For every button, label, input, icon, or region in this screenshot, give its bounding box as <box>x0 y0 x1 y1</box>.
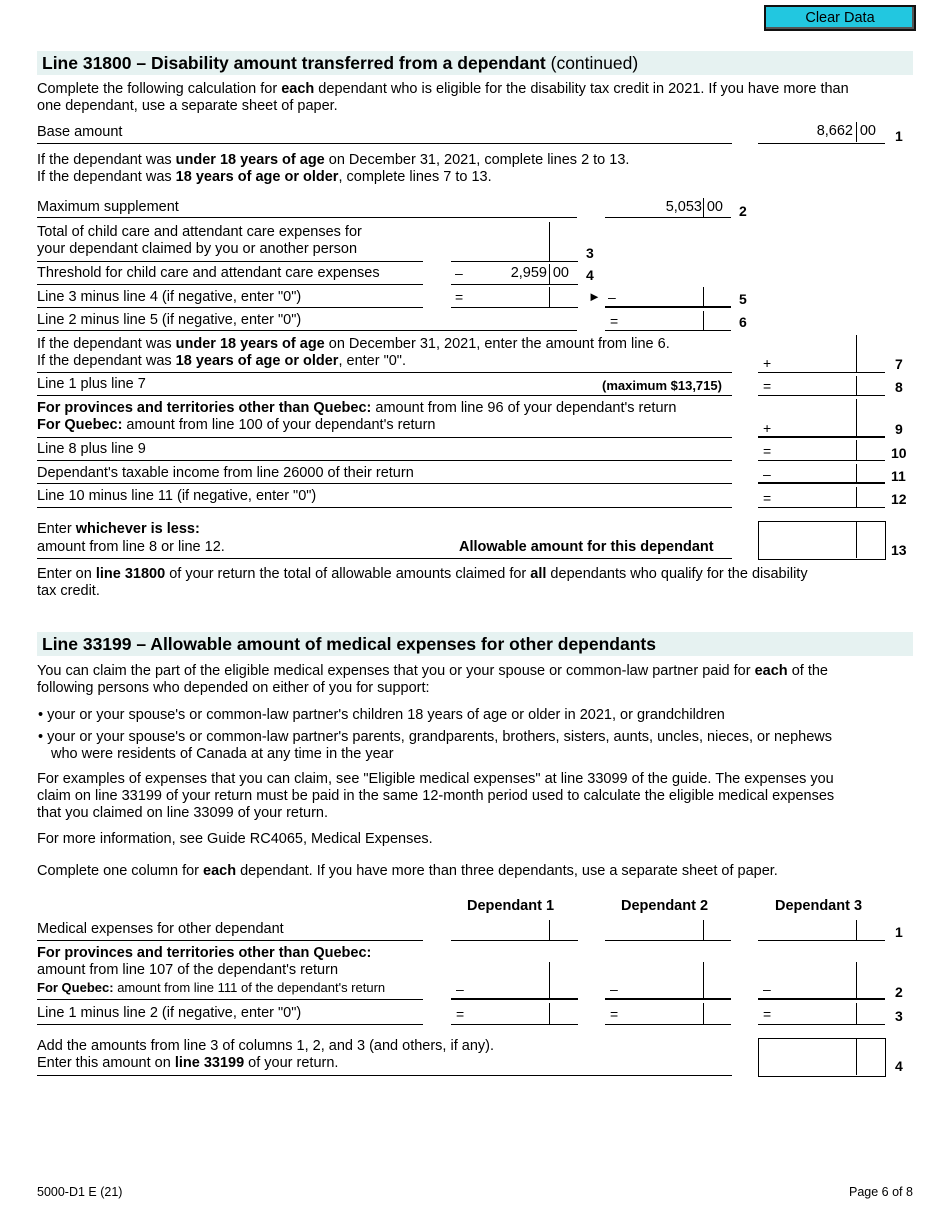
intro-text: Complete the following calculation for each dependant who is eligible for the disability tax credit in 2021. If you have more than one dependant, use a separate sheet of paper. <box>37 81 849 114</box>
medical-row-2-label-c: For Quebec: amount from line 111 of the dependant's return <box>37 980 386 995</box>
line-11-label: Dependant's taxable income from line 26000 of their return <box>37 465 414 481</box>
bullet-2: • your or your spouse's or common-law partner's parents, grandparents, brothers, sisters, aunts, uncles, nieces, or nephews who were residents of Canada at any time in the year <box>38 729 832 762</box>
dependant-1-medical-expenses-input[interactable] <box>452 921 548 939</box>
line-4-label: Threshold for child care and attendant care expenses <box>37 265 380 281</box>
dependant-2-allowable-input[interactable] <box>626 1004 701 1023</box>
column-header-dependant-3: Dependant 3 <box>775 898 863 914</box>
line-4-dollars: 2,959 <box>510 265 547 281</box>
section-title: Line 31800 – Disability amount transferred from a dependant <box>42 53 546 73</box>
dependant-3-income-input[interactable] <box>780 964 855 997</box>
dependant-1-allowable-input[interactable] <box>472 1004 547 1023</box>
line-3-label-a: Total of child care and attendant care expenses for <box>37 224 362 240</box>
line-13-allowable-amount-input[interactable] <box>758 521 886 560</box>
dependant-2-income-input[interactable] <box>626 964 701 997</box>
medical-row-4-label-b: Enter this amount on line 33199 of your return. <box>37 1055 339 1071</box>
clear-data-button[interactable]: Clear Data <box>764 5 916 31</box>
line-5-left-amount[interactable] <box>472 288 547 306</box>
bullet-1: • your or your spouse's or common-law partner's children 18 years of age or older in 2021, or grandchildren <box>38 707 725 723</box>
line-9-instructions: For provinces and territories other than Quebec: amount from line 96 of your dependant's return For Quebec: amount from line 100 of your dependant's return <box>37 400 677 433</box>
line-13-label-a: Enter whichever is less: <box>37 521 200 537</box>
line-10-label: Line 8 plus line 9 <box>37 441 146 457</box>
line-6-label: Line 2 minus line 5 (if negative, enter "0") <box>37 312 302 328</box>
maximum-supplement-label: Maximum supplement <box>37 199 179 215</box>
medical-row-1-label: Medical expenses for other dependant <box>37 921 284 937</box>
base-amount-label: Base amount <box>37 124 123 140</box>
more-info-text: For more information, see Guide RC4065, Medical Expenses. <box>37 831 433 847</box>
form-id: 5000-D1 E (21) <box>37 1185 123 1199</box>
line-12-label: Line 10 minus line 11 (if negative, enter "0") <box>37 488 317 504</box>
column-header-dependant-1: Dependant 1 <box>467 898 555 914</box>
line-11-amount[interactable] <box>780 465 854 481</box>
page-number: Page 6 of 8 <box>849 1185 913 1199</box>
dependant-3-medical-expenses-input[interactable] <box>759 921 855 939</box>
eligible-expenses-paragraph: For examples of expenses that you can claim, see "Eligible medical expenses" at line 33099 of the guide. The expenses you claim on line 33199 of your return must be paid in the same 12-month period used to calculate the eligible medical expenses that you claimed on line 33099 of your return. <box>37 771 835 821</box>
line-7-instructions: If the dependant was under 18 years of age on December 31, 2021, enter the amount from line 6. If the dependant was 18 years of age or older, enter "0". <box>37 336 670 369</box>
dependant-1-income-input[interactable] <box>472 964 547 997</box>
line-9-amount[interactable] <box>780 402 854 435</box>
base-amount-dollars: 8,662 <box>816 123 853 139</box>
line-31800-footnote: Enter on line 31800 of your return the total of allowable amounts claimed for all dependants who qualify for the disability tax credit. <box>37 566 808 599</box>
medical-intro: You can claim the part of the eligible medical expenses that you or your spouse or common-law partner paid for each of the following persons who depended on either of you for support: <box>37 663 828 696</box>
allowable-amount-label: Allowable amount for this dependant <box>459 539 714 555</box>
dependant-3-allowable-input[interactable] <box>780 1004 855 1023</box>
section-header-line-31800 <box>37 51 913 75</box>
line-5-label: Line 3 minus line 4 (if negative, enter "0") <box>37 289 302 305</box>
line-12-amount[interactable] <box>780 488 854 506</box>
medical-row-3-label: Line 1 minus line 2 (if negative, enter "0") <box>37 1005 302 1021</box>
medical-row-4-label-a: Add the amounts from line 3 of columns 1, 2, and 3 (and others, if any). <box>37 1038 494 1054</box>
base-amount-cents: 00 <box>859 123 876 139</box>
section-header-line-33199 <box>37 632 913 656</box>
line-13-label-b: amount from line 8 or line 12. <box>37 539 225 555</box>
column-instructions: Complete one column for each dependant. If you have more than three dependants, use a separate sheet of paper. <box>37 863 778 879</box>
arrow-right-icon: ► <box>588 289 601 304</box>
line-8-maximum-note: (maximum $13,715) <box>602 378 722 393</box>
maximum-supplement-dollars: 5,053 <box>665 199 702 215</box>
line-33199-total-input[interactable] <box>758 1038 886 1077</box>
maximum-supplement-cents: 00 <box>706 199 723 215</box>
line-10-amount[interactable] <box>780 441 854 459</box>
line-5-right-amount[interactable] <box>626 288 701 306</box>
line-7-amount[interactable] <box>780 338 854 371</box>
line-6-amount[interactable] <box>626 312 701 329</box>
line-4-cents: 00 <box>552 265 569 281</box>
line-8-label: Line 1 plus line 7 <box>37 376 146 392</box>
section-title-suffix: (continued) <box>545 53 639 73</box>
age-instructions: If the dependant was under 18 years of age on December 31, 2021, complete lines 2 to 13. If the dependant was 18 years of age or older, complete lines 7 to 13. <box>37 152 630 185</box>
medical-row-2-label-a: For provinces and territories other than Quebec: <box>37 945 372 961</box>
section-title: Line 33199 – Allowable amount of medical expenses for other dependants <box>42 634 656 654</box>
dependant-2-medical-expenses-input[interactable] <box>606 921 702 939</box>
line-3-label-b: your dependant claimed by you or another person <box>37 241 358 257</box>
medical-row-2-label-b: amount from line 107 of the dependant's return <box>37 962 339 978</box>
column-header-dependant-2: Dependant 2 <box>621 898 709 914</box>
line-8-amount[interactable] <box>780 377 854 394</box>
line-3-amount-input[interactable] <box>452 224 548 260</box>
